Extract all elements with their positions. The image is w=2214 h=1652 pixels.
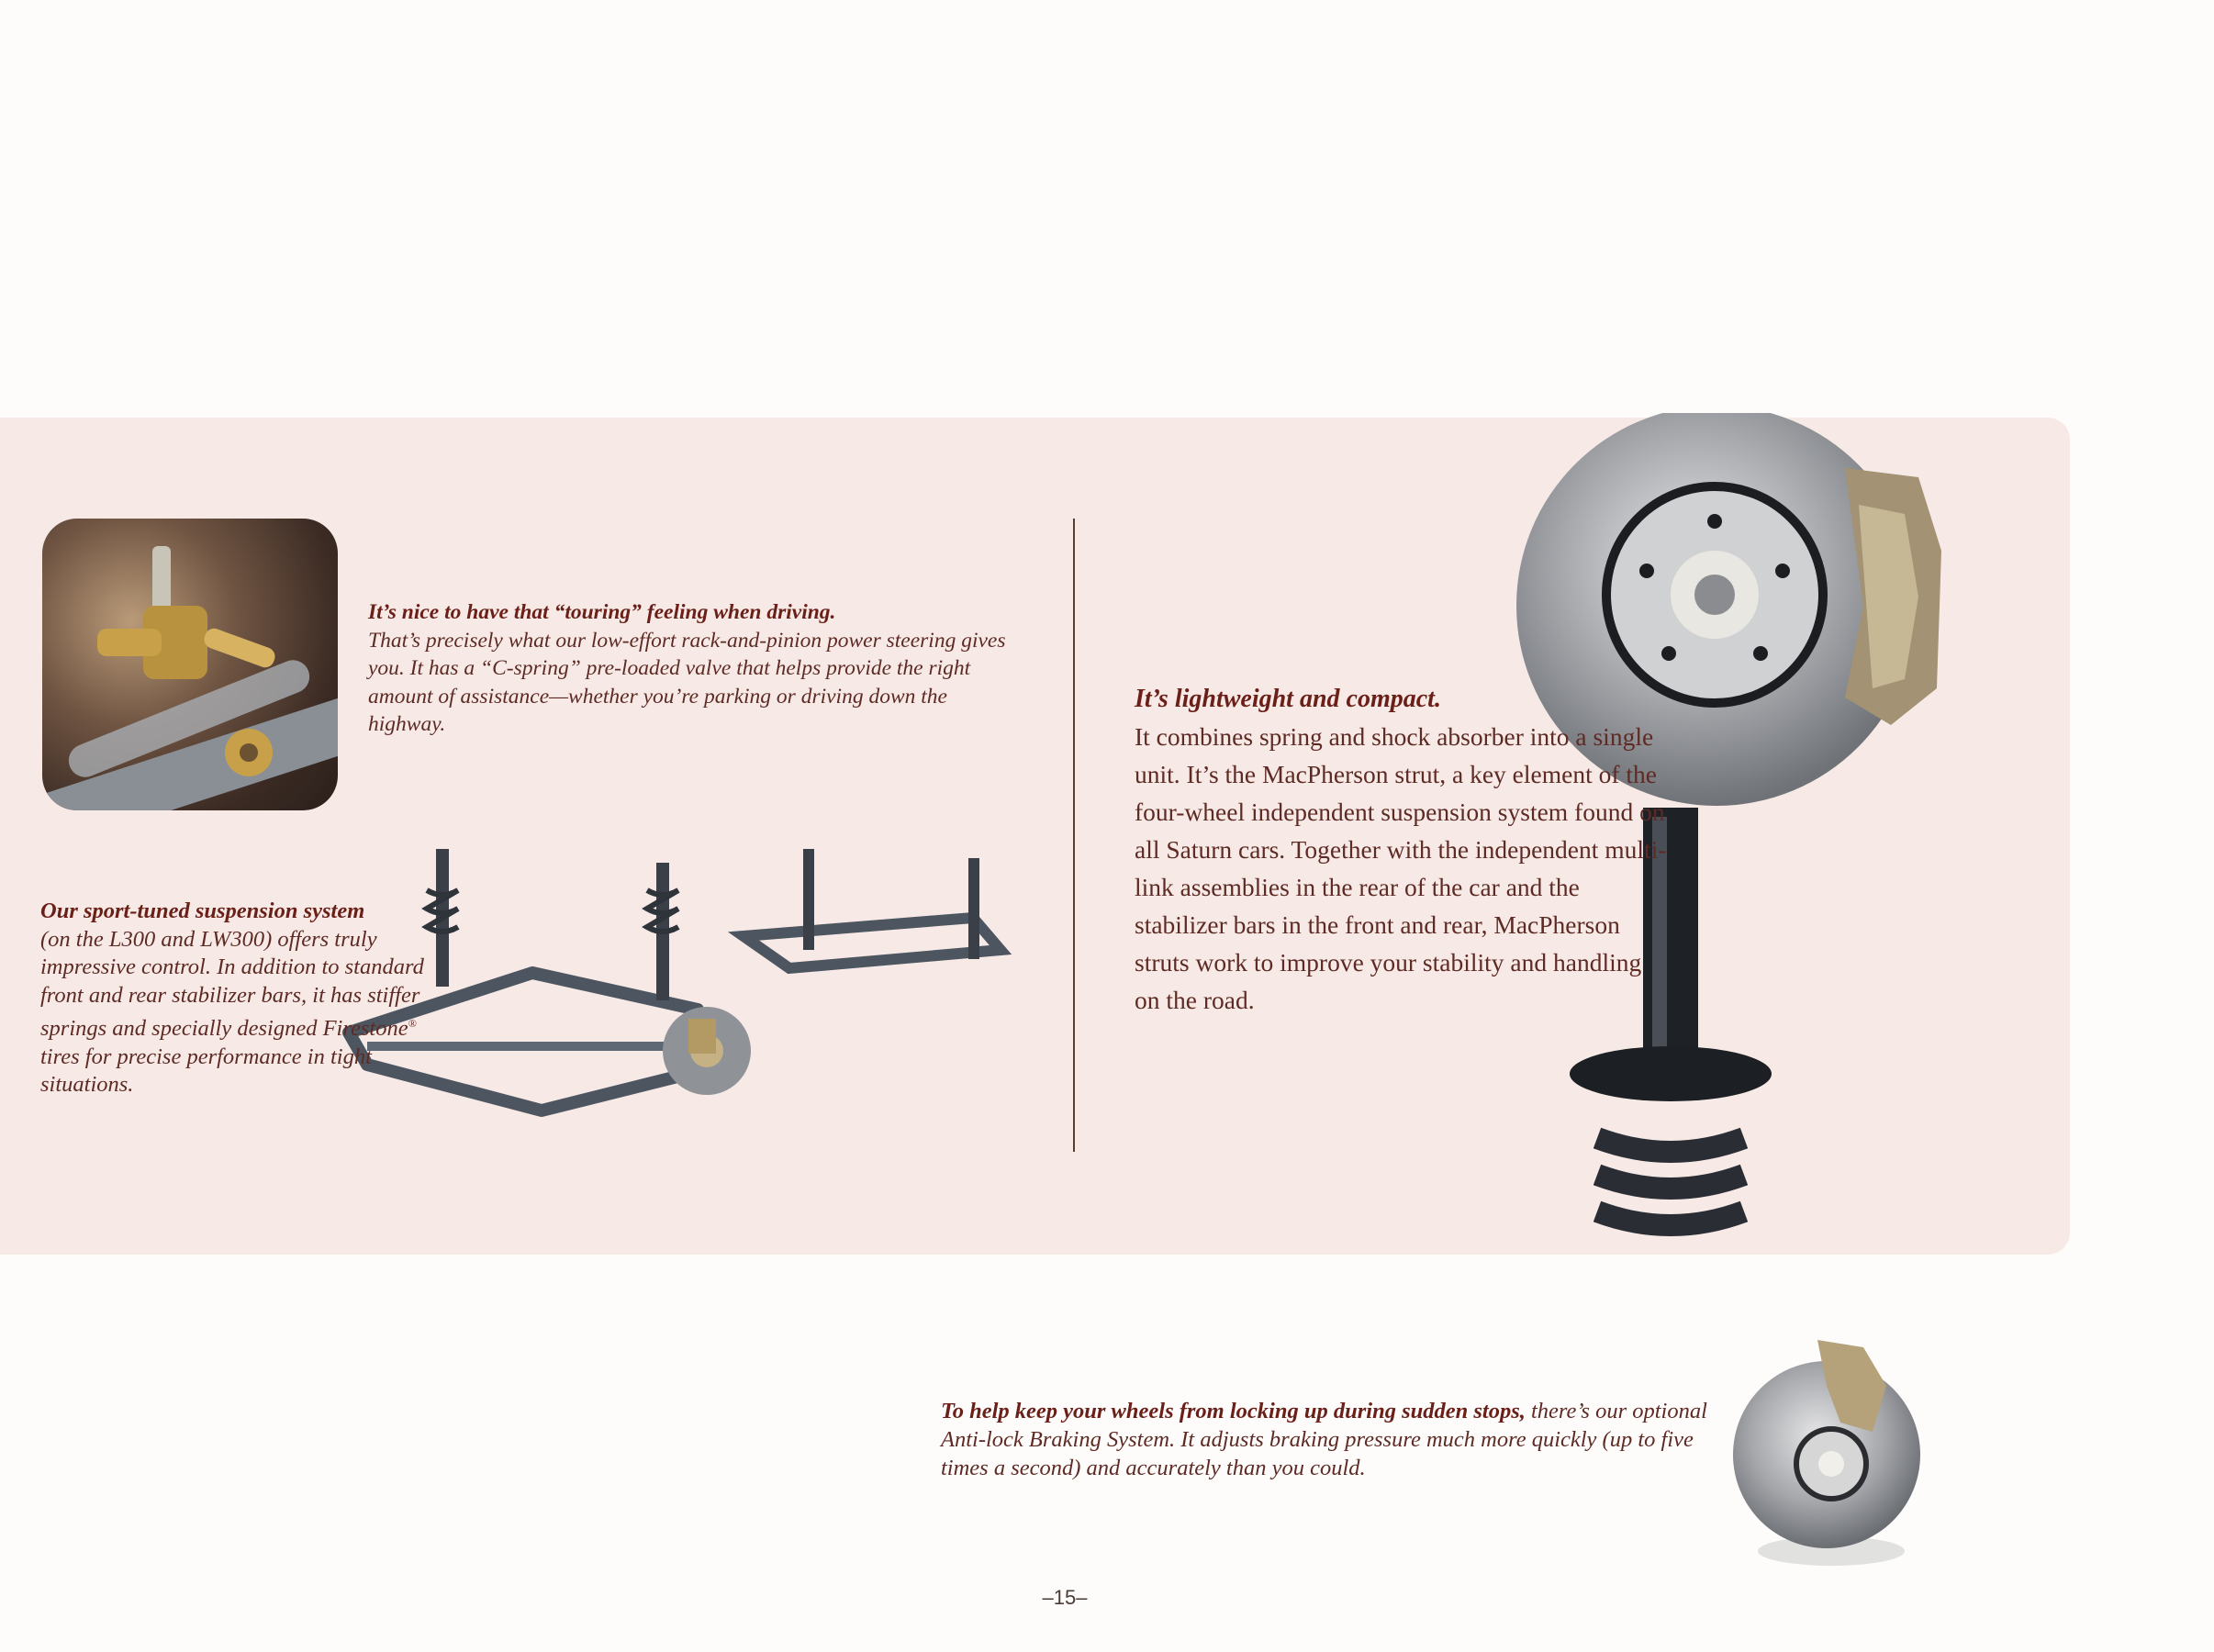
abs-brake-rotor-image — [1726, 1331, 1937, 1574]
registered-mark: ® — [408, 1017, 417, 1030]
abs-heading: To help keep your wheels from locking up during sudden stops, — [941, 1399, 1526, 1423]
strut-body: It combines spring and shock absorber into a single unit. It’s the MacPherson strut, a key element of the four-wheel independent suspension system found on all Saturn cars. Together with the independent multi-link assemblies in the rear of the car and the stabilizer bars in the front and rear, MacPherson struts work to improve your stability and handling on the road. — [1135, 722, 1667, 1014]
suspension-body-end: tires for precise performance in tight situations. — [40, 1044, 372, 1098]
strut-description — [1135, 679, 1667, 1019]
steering-description — [368, 598, 1029, 739]
suspension-description — [40, 898, 444, 1099]
page-number: –15– — [1042, 1586, 1088, 1609]
suspension-body: (on the L300 and LW300) offers truly impressive control. In addition to standard front and rear stabilizer bars, it has stiffer springs and specially designed Firestone — [40, 926, 424, 1042]
column-divider — [1073, 519, 1075, 1152]
steering-rack-photo — [42, 519, 338, 810]
abs-description — [941, 1397, 1712, 1482]
steering-body: That’s precisely what our low-effort rack-and-pinion power steering gives you. It has a “C-spring” pre-loaded valve that helps provide the right amount of assistance—whether you’re parking or driving down the highway. — [368, 628, 1006, 736]
strut-heading: It’s lightweight and compact. — [1135, 685, 1441, 713]
abs-body: there’s our optional Anti-lock Braking System. It adjusts braking pressure much more quickly (up to five times a second) and accurately than you could. — [941, 1399, 1707, 1480]
suspension-heading: Our sport-tuned suspension system — [40, 899, 365, 923]
steering-heading: It’s nice to have that “touring” feeling when driving. — [368, 600, 836, 624]
